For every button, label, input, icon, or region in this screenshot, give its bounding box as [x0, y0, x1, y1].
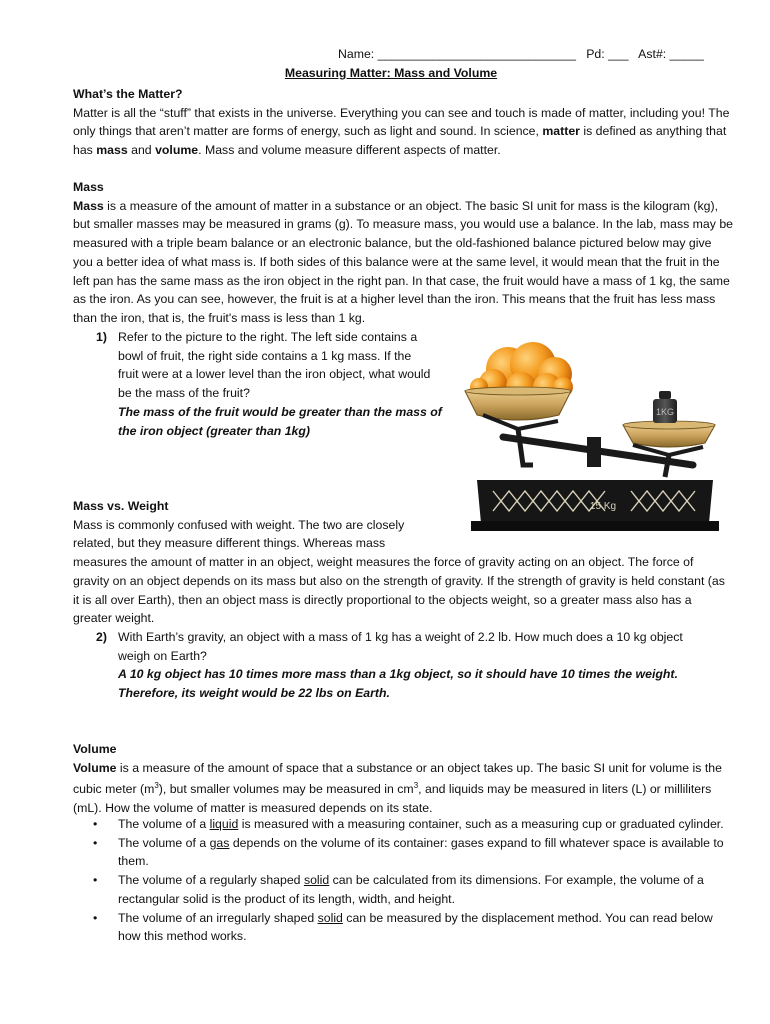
- list-item: • The volume of a gas depends on the volume of its container: gases expand to fill whatever space is available to them.: [93, 835, 724, 869]
- weight-label: 1KG: [655, 407, 675, 417]
- question-2: [96, 628, 736, 703]
- mass-section: [73, 178, 733, 328]
- volume-section: [73, 740, 733, 818]
- list-item: • The volume of an irregularly shaped solid can be measured by the displacement method. You can read below how this method works.: [93, 910, 713, 944]
- mass-paragraph: Mass is a measure of the amount of matter in a substance or an object. The basic SI unit for mass is the kilogram (kg), but smaller masses may be measured in grams (g). To measure mass, you would use a balance. In the lab, mass may be measured with a triple beam balance or an electronic balance, but the old-fashioned balance pictured below may give you a better idea of what mass is. If both sides of this balance were at the same level, it would mean that the fruit in the left pan has the same mass as the iron object in the right pan. In that case, the fruit would have a mass of 1 kg, the same as the iron. As you can see, however, the fruit is at a higher level than the iron. This means that the fruit has less mass than the iron, that is, the fruit's mass is less than 1 kg.: [73, 198, 734, 325]
- answer-2: A 10 kg object has 10 times more mass than a 1kg object, so it should have 10 times the weight.: [118, 667, 678, 682]
- weight-paragraph: measures the amount of matter in an object, weight measures the force of gravity acting on an object. The force of gravity on an object depends on its mass but also on the strength of gravity. If the strength of gravity is held constant (as it is all over Earth), then an object mass is directly proportional to the objects weight, so a greater mass also has a greater weight.: [73, 555, 725, 626]
- one-kg-iron-weight: [653, 391, 677, 423]
- volume-bullet-list: [73, 815, 733, 946]
- capacity-label: 15 Kg: [589, 501, 617, 512]
- answer-1: The mass of the fruit would be greater than the mass of: [118, 404, 442, 419]
- volume-heading: Volume: [73, 742, 117, 756]
- mass-heading: Mass: [73, 180, 104, 194]
- volume-paragraph: Volume is a measure of the amount of space that a substance or an object takes up. The basic SI unit for volume is the cubic meter $(m^3)$, but smaller volumes may be measured in $cm^3$, and liquids may be measured in liters (L) or milliliters (mL). How the volume of matter is measured depends on its state.: [73, 760, 722, 816]
- weight-heading: Mass vs. Weight: [73, 499, 169, 513]
- weight-section: Mass vs. Weight Mass is commonly confused with weight. The two are closely related, but they measure different things. Whereas mass measures the amount of matter in an object, weight measures the force of gravity acting on an object. The force of gravity on an object depends on its mass but also on the strength of gravity. If the strength of gravity is held constant (as it is all over Earth), then an object mass is directly proportional to the objects weight, so a greater mass also has a greater weight.: [73, 497, 733, 628]
- intro-paragraph: Matter is all the “stuff” that exists in the universe. Everything you can see and touch is made of matter, including you! The only things that aren’t matter are forms of energy, such as light and sound. In science, matter is defined as anything that has mass and volume. Mass and volume measure different aspects of matter.: [73, 105, 730, 158]
- question-1-number: 1): [96, 330, 107, 344]
- list-item: • The volume of a liquid is measured with a measuring container, such as a measuring cup or graduated cylinder.: [93, 817, 724, 831]
- question-2-number: 2): [96, 630, 107, 644]
- intro-heading: What’s the Matter?: [73, 87, 183, 101]
- question-1-text: Refer to the picture to the right. The left side contains a bowl of fruit, the right side contains a 1 kg mass. If the fruit were at a lower level than the iron object, what would be the mass of the fruit? The mass of the fruit would be greater than the mass of the iron object (greater than 1kg): [118, 328, 456, 440]
- question-1: [96, 328, 456, 440]
- name-period-assignment-line: Name: _____________________________ Pd: ___ Ast#: _____: [338, 47, 704, 61]
- intro-section: [73, 85, 733, 160]
- question-2-text: With Earth’s gravity, an object with a mass of 1 kg has a weight of 2.2 lb. How much does a 10 kg object weigh on Earth? A 10 kg object has 10 times more mass than a 1kg object, so it should have 10 times the weight. Therefore, its weight would be 22 lbs on Earth.: [118, 628, 736, 703]
- page-title: Measuring Matter: Mass and Volume: [284, 66, 498, 80]
- list-item: • The volume of a regularly shaped solid can be calculated from its dimensions. For example, the volume of a rectangular solid is the product of its length, width, and height.: [93, 873, 704, 906]
